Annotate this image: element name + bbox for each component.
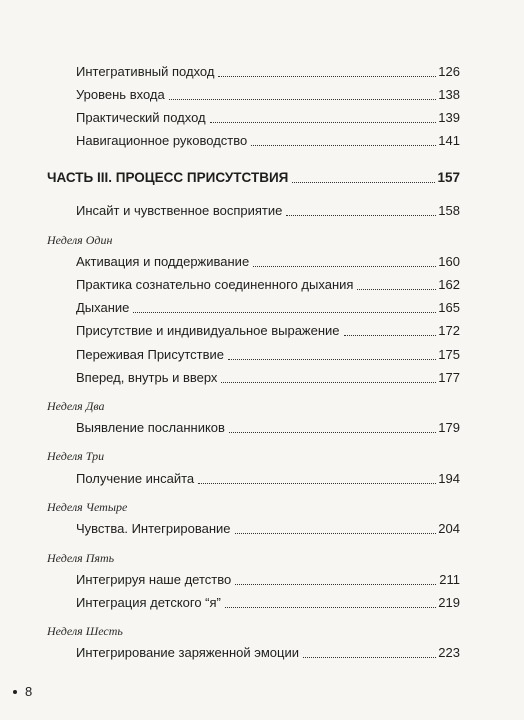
toc-entry-title: Практика сознательно соединенного дыхания	[76, 277, 354, 292]
toc-entry-title: Присутствие и индивидуальное выражение	[76, 323, 340, 338]
dot-leader	[251, 135, 436, 146]
toc-entry	[76, 641, 460, 661]
week-label: Неделя Один	[47, 233, 113, 247]
toc-entry-page: 179	[438, 420, 460, 435]
toc-part-heading	[47, 166, 460, 186]
dot-leader	[133, 302, 436, 313]
dot-leader	[344, 325, 436, 336]
dot-leader	[235, 523, 436, 534]
toc-entry-page: 204	[438, 521, 460, 536]
toc-entry-title: Практический подход	[76, 110, 206, 125]
dot-leader	[169, 89, 436, 100]
week-label: Неделя Пять	[47, 551, 115, 565]
toc-entry	[76, 319, 460, 339]
dot-leader	[229, 422, 436, 433]
toc-entry-title: Активация и поддерживание	[76, 254, 250, 269]
toc-entry-page: 158	[438, 203, 460, 218]
bullet-icon	[13, 690, 17, 694]
dot-leader	[210, 112, 436, 123]
toc-entry	[76, 199, 460, 219]
dot-leader	[218, 66, 436, 77]
toc-entry	[76, 129, 460, 149]
dot-leader	[253, 256, 436, 267]
week-label: Неделя Шесть	[47, 624, 123, 638]
toc-entry-title: Выявление посланников	[76, 420, 225, 435]
toc-entry-title: Интегрируя наше детство	[76, 572, 232, 587]
toc-entry-title: Чувства. Интегрирование	[76, 521, 231, 536]
toc-part-page: 157	[437, 170, 460, 185]
dot-leader	[225, 597, 436, 608]
toc-entry-title: Навигационное руководство	[76, 133, 248, 148]
toc-entry	[76, 250, 460, 270]
toc-entry	[76, 517, 460, 537]
toc-entry-page: 177	[438, 370, 460, 385]
toc-entry	[76, 416, 460, 436]
toc-entry-page: 219	[438, 595, 460, 610]
toc-entry-title: Интеграция детского “я”	[76, 595, 221, 610]
toc-entry-title: Интегративный подход	[76, 64, 215, 79]
toc-entry-title: Переживая Присутствие	[76, 347, 224, 362]
toc-entry-title: Получение инсайта	[76, 471, 195, 486]
toc-entry	[76, 296, 460, 316]
week-label: Неделя Три	[47, 449, 105, 463]
toc-entry-page: 165	[438, 300, 460, 315]
toc-entry	[76, 366, 460, 386]
page-number	[13, 684, 32, 699]
toc-entry-page: 223	[438, 645, 460, 660]
toc-entry-page: 126	[438, 64, 460, 79]
week-label: Неделя Четыре	[47, 500, 128, 514]
toc-entry-page: 172	[438, 323, 460, 338]
toc-entry	[76, 106, 460, 126]
dot-leader	[292, 172, 435, 183]
toc-entry-title: Дыхание	[76, 300, 130, 315]
dot-leader	[357, 279, 436, 290]
toc-entry	[76, 343, 460, 363]
toc-entry-page: 139	[438, 110, 460, 125]
toc-entry	[76, 467, 460, 487]
dot-leader	[221, 372, 436, 383]
dot-leader	[286, 205, 436, 216]
toc-entry-title: Инсайт и чувственное восприятие	[76, 203, 283, 218]
toc-entry-page: 211	[439, 572, 460, 587]
dot-leader	[198, 473, 436, 484]
toc-entry-page: 141	[438, 133, 460, 148]
dot-leader	[228, 349, 436, 360]
toc-entry-title: Вперед, внутрь и вверх	[76, 370, 218, 385]
toc-entry	[76, 591, 460, 611]
toc-entry	[76, 273, 460, 293]
toc-entry-page: 162	[438, 277, 460, 292]
toc-entry	[76, 83, 460, 103]
toc-entry-page: 194	[438, 471, 460, 486]
toc-entry	[76, 60, 460, 80]
dot-leader	[235, 574, 436, 585]
toc-entry-page: 160	[438, 254, 460, 269]
page-number-text: 8	[25, 684, 33, 699]
toc-entry-page: 138	[438, 87, 460, 102]
toc-entry-page: 175	[438, 347, 460, 362]
toc-entry	[76, 568, 460, 588]
toc-part-title: ЧАСТЬ III. ПРОЦЕСС ПРИСУТСТВИЯ	[47, 170, 289, 185]
toc-entry-title: Уровень входа	[76, 87, 165, 102]
dot-leader	[303, 647, 436, 658]
week-label: Неделя Два	[47, 399, 105, 413]
toc-entry-title: Интегрирование заряженной эмоции	[76, 645, 299, 660]
